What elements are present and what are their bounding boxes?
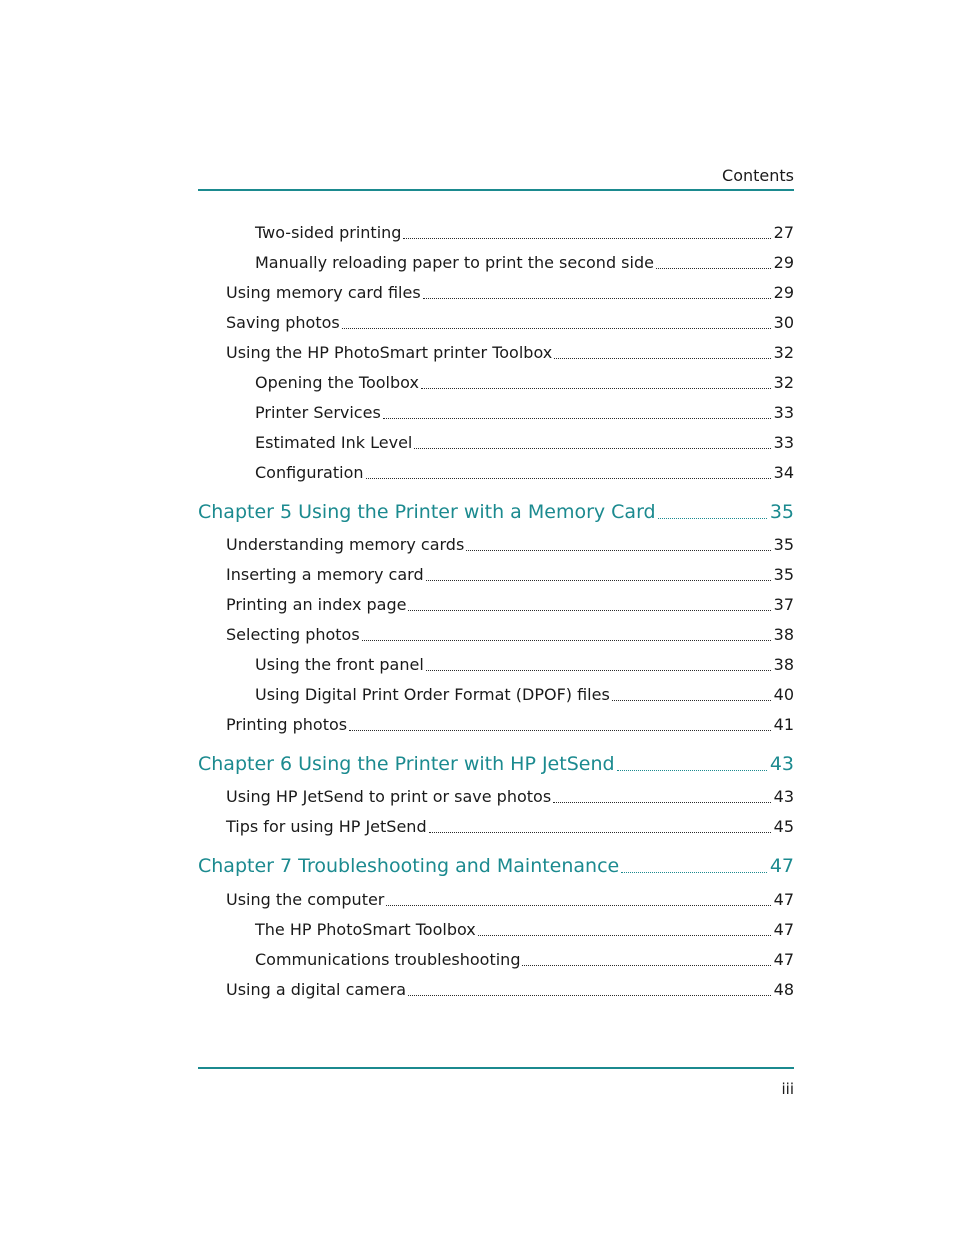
toc-entry-page: 27	[773, 223, 794, 242]
toc-entry-page: 38	[773, 625, 794, 644]
toc-entry[interactable]	[255, 402, 794, 424]
dot-leader	[553, 798, 770, 803]
toc-entry-page: 35	[773, 535, 794, 554]
toc-entry[interactable]	[226, 534, 794, 556]
dot-leader	[612, 696, 771, 701]
dot-leader	[617, 766, 767, 771]
running-header: Contents	[722, 166, 794, 185]
toc-entry-label: Chapter 7 Troubleshooting and Maintenance	[198, 855, 620, 877]
toc-entry[interactable]	[226, 594, 794, 616]
toc-entry-label: Using memory card files	[226, 283, 421, 302]
toc-entry[interactable]	[226, 624, 794, 646]
dot-leader	[522, 961, 770, 966]
dot-leader	[621, 868, 767, 873]
dot-leader	[423, 294, 771, 299]
toc-entry-page: 43	[769, 753, 794, 775]
dot-leader	[426, 666, 771, 671]
dot-leader	[554, 354, 770, 359]
toc-entry-page: 47	[773, 920, 794, 939]
toc-entry-label: Estimated Ink Level	[255, 433, 413, 452]
toc-entry-label: Using HP JetSend to print or save photos	[226, 787, 552, 806]
toc-chapter-entry[interactable]	[198, 751, 794, 777]
toc-entry[interactable]	[255, 252, 794, 274]
toc-entry-page: 30	[773, 313, 794, 332]
dot-leader	[426, 576, 771, 581]
toc-entry-label: Opening the Toolbox	[255, 373, 419, 392]
toc-entry[interactable]	[226, 564, 794, 586]
dot-leader	[342, 324, 771, 329]
dot-leader	[466, 546, 770, 551]
dot-leader	[349, 726, 771, 731]
toc-entry-label: The HP PhotoSmart Toolbox	[255, 920, 476, 939]
toc-entry[interactable]	[255, 372, 794, 394]
dot-leader	[478, 931, 771, 936]
toc-chapter-entry[interactable]	[198, 853, 794, 879]
dot-leader	[383, 414, 771, 419]
toc-entry[interactable]	[226, 714, 794, 736]
toc-entry-label: Tips for using HP JetSend	[226, 817, 427, 836]
toc-entry[interactable]	[255, 432, 794, 454]
toc-entry[interactable]	[226, 979, 794, 1001]
toc-entry[interactable]	[226, 342, 794, 364]
toc-entry-page: 45	[773, 817, 794, 836]
toc-entry-page: 43	[773, 787, 794, 806]
toc-entry-page: 47	[773, 950, 794, 969]
toc-entry-page: 35	[773, 565, 794, 584]
toc-entry-page: 40	[773, 685, 794, 704]
dot-leader	[421, 384, 771, 389]
dot-leader	[429, 828, 771, 833]
toc-entry[interactable]	[255, 949, 794, 971]
toc-entry-label: Two-sided printing	[255, 223, 402, 242]
toc-entry-label: Using Digital Print Order Format (DPOF) files	[255, 685, 610, 704]
toc-entry-label: Using the HP PhotoSmart printer Toolbox	[226, 343, 553, 362]
toc-entry-page: 47	[773, 890, 794, 909]
toc-entry-label: Printing photos	[226, 715, 348, 734]
dot-leader	[366, 474, 771, 479]
toc-entry-label: Using the computer	[226, 890, 385, 909]
toc-entry-page: 41	[773, 715, 794, 734]
toc-entry-label: Configuration	[255, 463, 364, 482]
toc-entry-page: 47	[769, 855, 794, 877]
header-rule	[198, 189, 794, 191]
toc-entry-page: 33	[773, 403, 794, 422]
dot-leader	[386, 901, 770, 906]
toc-entry-label: Printing an index page	[226, 595, 407, 614]
toc-entry-page: 38	[773, 655, 794, 674]
dot-leader	[408, 606, 770, 611]
toc-entry-page: 37	[773, 595, 794, 614]
page-number: iii	[781, 1080, 794, 1098]
toc-entry-label: Communications troubleshooting	[255, 950, 521, 969]
dot-leader	[362, 636, 771, 641]
toc-entry[interactable]	[255, 462, 794, 484]
toc-entry-label: Understanding memory cards	[226, 535, 465, 554]
toc-entry-page: 35	[769, 501, 794, 523]
toc-entry-page: 48	[773, 980, 794, 999]
toc-entry-label: Using the front panel	[255, 655, 424, 674]
toc-entry-label: Manually reloading paper to print the second side	[255, 253, 654, 272]
toc-entry-label: Chapter 6 Using the Printer with HP JetSend	[198, 753, 615, 775]
toc-entry-page: 32	[773, 373, 794, 392]
toc-entry-page: 29	[773, 253, 794, 272]
dot-leader	[403, 234, 770, 239]
toc-entry[interactable]	[226, 786, 794, 808]
toc-entry-label: Chapter 5 Using the Printer with a Memory Card	[198, 501, 656, 523]
toc-entry-label: Inserting a memory card	[226, 565, 424, 584]
dot-leader	[658, 514, 767, 519]
toc-entry-label: Saving photos	[226, 313, 340, 332]
toc-entry-label: Printer Services	[255, 403, 381, 422]
toc-entry-page: 29	[773, 283, 794, 302]
toc-entry-label: Using a digital camera	[226, 980, 406, 999]
toc-entry-page: 33	[773, 433, 794, 452]
footer-rule	[198, 1067, 794, 1069]
toc-entry[interactable]	[226, 282, 794, 304]
toc-entry[interactable]	[255, 684, 794, 706]
toc-entry[interactable]	[226, 816, 794, 838]
toc-entry[interactable]	[226, 312, 794, 334]
toc-entry[interactable]	[255, 919, 794, 941]
toc-chapter-entry[interactable]	[198, 499, 794, 525]
toc-entry[interactable]	[226, 889, 794, 911]
toc-entry[interactable]	[255, 654, 794, 676]
toc-entry-page: 34	[773, 463, 794, 482]
dot-leader	[656, 264, 771, 269]
dot-leader	[414, 444, 770, 449]
toc-entry-label: Selecting photos	[226, 625, 360, 644]
toc-entry-page: 32	[773, 343, 794, 362]
dot-leader	[408, 991, 771, 996]
toc-entry[interactable]	[255, 222, 794, 244]
